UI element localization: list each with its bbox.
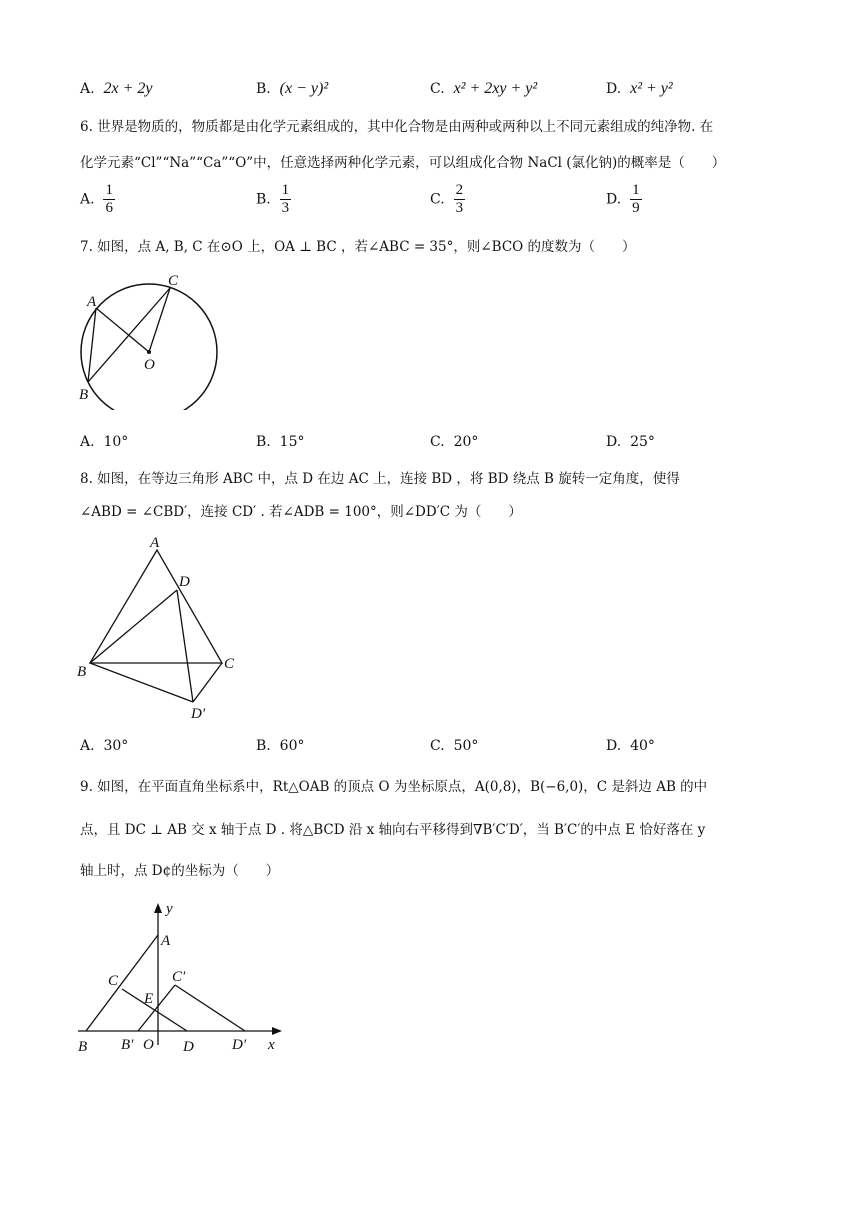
segment-co	[149, 288, 170, 352]
label-dp: D′	[191, 706, 206, 722]
label-b: B	[78, 1039, 88, 1055]
q6-option-a: A. $\frac{1}{6}$	[80, 182, 113, 216]
q5-option-c: C. x² + 2xy + y²	[430, 80, 538, 97]
q6-option-c: C. $\frac{2}{3}$	[430, 182, 464, 216]
label-y: y	[166, 901, 173, 917]
label-d: D	[183, 1039, 194, 1055]
segment-bc	[88, 288, 170, 382]
q7-option-b: B. 15°	[256, 434, 305, 450]
segment-cpdp	[175, 985, 245, 1031]
q9-stem-line3: 轴上时，点 D¢的坐标为（ ）	[80, 863, 280, 879]
segment-cdp	[193, 663, 222, 702]
q9-coordinate-figure	[70, 895, 290, 1065]
q6-option-d: D. $\frac{1}{9}$	[606, 182, 640, 216]
segment-ddp	[177, 590, 193, 702]
label-a: A	[150, 535, 160, 551]
q8-option-c: C. 50°	[430, 738, 479, 754]
q8-option-b: B. 60°	[256, 738, 305, 754]
q5-option-a: A. 2x + 2y	[80, 80, 153, 97]
label-b: B	[77, 664, 87, 680]
label-dp: D′	[232, 1037, 247, 1053]
label-b: B	[79, 387, 89, 403]
q8-triangle-figure	[70, 530, 250, 730]
q7-option-a: A. 10°	[80, 434, 129, 450]
segment-bd	[90, 590, 177, 663]
q7-circle-figure	[70, 270, 230, 410]
segment-oa	[96, 308, 149, 352]
q6-option-b: B. $\frac{1}{3}$	[256, 182, 290, 216]
label-o: O	[143, 1037, 154, 1053]
segment-bdp	[90, 663, 193, 702]
q7-option-c: C. 20°	[430, 434, 479, 450]
label-bp: B′	[121, 1037, 134, 1053]
label-e: E	[144, 991, 154, 1007]
label-c: C	[168, 273, 179, 289]
q8-option-a: A. 30°	[80, 738, 129, 754]
q7-stem: 7. 如图，点 A, B, C 在⊙O 上，OA ⊥ BC ，若∠ABC = 35°，则∠BCO 的度数为（ ）	[80, 239, 636, 255]
circle-o	[81, 284, 217, 410]
x-axis-arrow	[272, 1027, 282, 1035]
segment-ab	[86, 935, 158, 1031]
q8-option-d: D. 40°	[606, 738, 655, 754]
y-axis-arrow	[154, 903, 162, 913]
q7-option-d: D. 25°	[606, 434, 655, 450]
label-c: C	[108, 973, 119, 989]
point-o	[147, 350, 151, 354]
label-c: C	[224, 656, 235, 672]
q9-stem-line1: 9. 如图，在平面直角坐标系中，Rt△OAB 的顶点 O 为坐标原点，A(0,8)，B(−6,0)，C 是斜边 AB 的中	[80, 779, 708, 795]
label-o: O	[144, 357, 155, 373]
q6-stem-line2: 化学元素“Cl”“Na”“Ca”“O”中，任意选择两种化学元素，可以组成化合物 NaCl (氯化钠)的概率是（ ）	[80, 155, 726, 171]
q8-stem-line1: 8. 如图，在等边三角形 ABC 中，点 D 在边 AC 上，连接 BD ，将 BD 绕点 B 旋转一定角度，使得	[80, 471, 680, 487]
label-a: A	[87, 294, 97, 310]
q6-stem-line1: 6. 世界是物质的，物质都是由化学元素组成的，其中化合物是由两种或两种以上不同元素组成的纯净物. 在	[80, 119, 714, 135]
label-x: x	[268, 1037, 275, 1053]
label-d: D	[179, 574, 190, 590]
q9-stem-line2: 点，且 DC ⊥ AB 交 x 轴于点 D . 将△BCD 沿 x 轴向右平移得到∇B′C′D′，当 B′C′的中点 E 恰好落在 y	[80, 822, 706, 838]
label-cp: C′	[172, 969, 186, 985]
label-a: A	[161, 933, 171, 949]
q8-stem-line2: ∠ABD = ∠CBD′，连接 CD′ . 若∠ADB = 100°，则∠DD′C 为（ ）	[80, 504, 522, 520]
q5-option-d: D. x² + y²	[606, 80, 673, 97]
q5-option-b: B. (x − y)²	[256, 80, 329, 97]
